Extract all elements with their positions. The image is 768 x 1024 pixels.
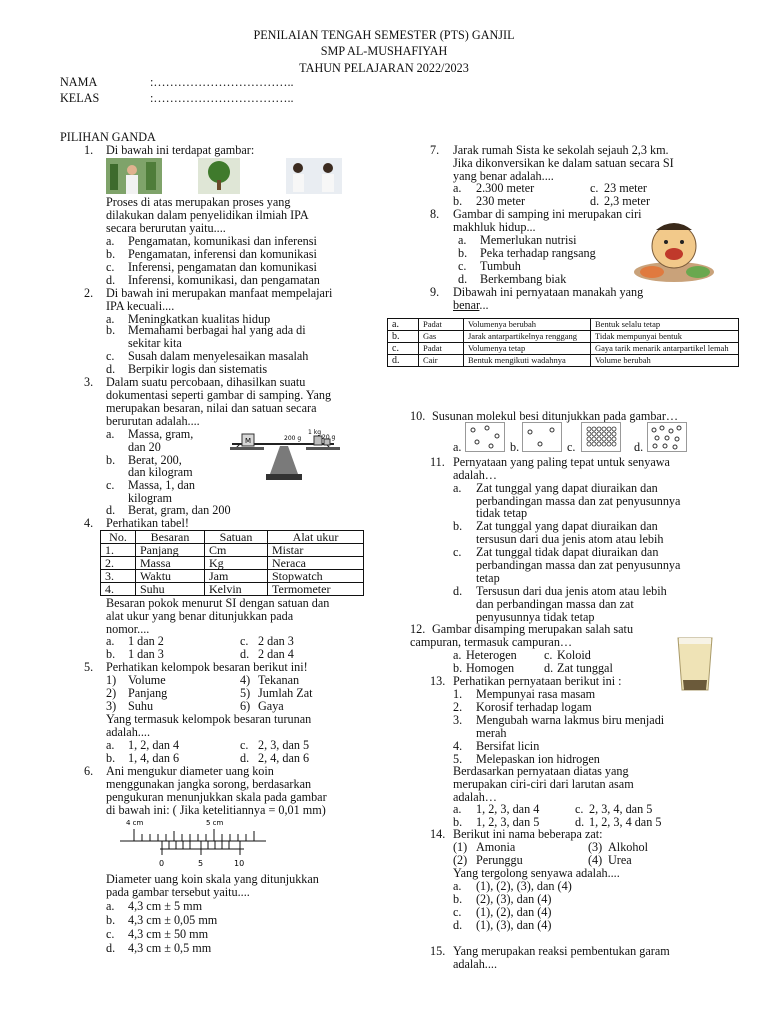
q14-item: Alkohol xyxy=(608,840,648,854)
q10-option-a-letter[interactable]: a. xyxy=(453,440,462,454)
cell: Jam xyxy=(205,570,268,583)
q2-option-a-letter: a. xyxy=(106,312,115,326)
q5-option-d-letter: d. xyxy=(240,751,250,765)
weight-200g-label: 200 g xyxy=(284,435,302,442)
q3-option-d[interactable]: Berat, gram, dan 200 xyxy=(128,503,231,517)
q4-stem: Perhatikan tabel! xyxy=(106,516,189,530)
q12-stem-1: Gambar disamping merupakan salah satu xyxy=(432,622,634,636)
q11-option-a[interactable]: Zat tunggal yang dapat diuraikan dan xyxy=(476,481,658,495)
nama-field[interactable]: :…………………………….. xyxy=(150,75,294,89)
q13-text-2: merupakan ciri-ciri dari larutan asam xyxy=(453,777,634,791)
q6-option-d-letter: d. xyxy=(106,941,116,955)
cell: Massa xyxy=(136,557,205,570)
cell: Bentuk mengikuti wadahnya xyxy=(464,355,591,367)
q12-option-d[interactable]: Zat tunggal xyxy=(557,661,613,675)
q13-item: Mengubah warna lakmus biru menjadi xyxy=(476,713,665,727)
cell: Termometer xyxy=(268,583,364,596)
table-row xyxy=(101,544,364,557)
q10-option-c-letter[interactable]: c. xyxy=(567,440,576,454)
q14-item-num: (3) xyxy=(588,840,603,854)
q8-option-c[interactable]: Tumbuh xyxy=(480,259,521,273)
scale-label-5cm: 5 cm xyxy=(206,819,224,827)
cell: Cair xyxy=(419,355,464,367)
q5-item-num: 4) xyxy=(240,673,251,687)
q2-option-a[interactable]: Meningkatkan kualitas hidup xyxy=(128,312,271,326)
q12-option-b-letter: b. xyxy=(453,661,463,675)
q3-option-c-cont: kilogram xyxy=(128,491,173,505)
cell: 3. xyxy=(101,570,136,583)
q14-option-c[interactable]: (1), (2), dan (4) xyxy=(476,905,552,919)
q1-option-c-letter: c. xyxy=(106,260,115,274)
q6-stem-1: Ani mengukur diameter uang koin xyxy=(106,764,274,778)
q11-option-a-cont: perbandingan massa dan zat penyusunnya xyxy=(476,494,681,508)
cell: Kelvin xyxy=(205,583,268,596)
q3-option-c[interactable]: Massa, 1, dan xyxy=(128,478,196,492)
balance-scale-figure xyxy=(222,426,342,490)
q14-text: Yang tergolong senyawa adalah.... xyxy=(453,866,620,880)
molecule-arrangement-d xyxy=(647,422,687,452)
q13-item-cont: merah xyxy=(476,726,507,740)
header-line-3: TAHUN PELAJARAN 2022/2023 xyxy=(299,61,469,75)
cell: Volumenya berubah xyxy=(464,319,591,331)
weight-1kg-label: 1 kg xyxy=(308,429,322,436)
q6-text-2: pada gambar tersebut yaitu.... xyxy=(106,885,250,899)
q14-number: 14. xyxy=(430,827,446,841)
q4-table xyxy=(100,530,364,596)
q1-option-c[interactable]: Inferensi, pengamatan dan komunikasi xyxy=(128,260,317,274)
q7-number: 7. xyxy=(430,143,440,157)
q13-item-num: 3. xyxy=(453,713,463,727)
q4-option-a[interactable]: 1 dan 2 xyxy=(128,634,164,648)
q9-option-c-cell[interactable]: c. xyxy=(388,343,419,355)
q13-option-a-letter: a. xyxy=(453,802,462,816)
q2-option-b[interactable]: Memahami berbagai hal yang ada di xyxy=(128,323,306,337)
q5-option-b-letter: b. xyxy=(106,751,116,765)
q8-option-b-letter: b. xyxy=(458,246,468,260)
q10-number: 10. xyxy=(410,409,426,423)
q4-text-2: alat ukur yang benar ditunjukkan pada xyxy=(106,609,294,623)
q11-option-c-letter: c. xyxy=(453,545,462,559)
vernier-label-10: 10 xyxy=(234,859,245,868)
q11-number: 11. xyxy=(430,455,445,469)
q8-number: 8. xyxy=(430,207,440,221)
q5-option-d[interactable]: 2, 4, dan 6 xyxy=(258,751,310,765)
cell: Gas xyxy=(419,331,464,343)
cell: Stopwatch xyxy=(268,570,364,583)
table-row xyxy=(388,343,739,355)
glass-mixture-figure xyxy=(674,634,716,692)
q13-option-a[interactable]: 1, 2, 3, dan 4 xyxy=(476,802,540,816)
q2-option-d[interactable]: Berpikir logis dan sistematis xyxy=(128,362,268,376)
q8-option-a-letter: a. xyxy=(458,233,467,247)
q2-option-b-cont: sekitar kita xyxy=(128,336,182,350)
q1-process-figure xyxy=(106,156,346,196)
table-row xyxy=(388,319,739,331)
eating-person-figure xyxy=(632,216,716,284)
cell: Padat xyxy=(419,319,464,331)
q11-option-d-cont: dan perbandingan massa dan zat xyxy=(476,597,634,611)
q6-option-d[interactable]: 4,3 cm ± 0,5 mm xyxy=(128,941,212,955)
header-line-1: PENILAIAN TENGAH SEMESTER (PTS) GANJIL xyxy=(253,28,515,42)
q4-text-1: Besaran pokok menurut SI dengan satuan dan xyxy=(106,596,330,610)
q11-option-d[interactable]: Tersusun dari dua jenis atom atau lebih xyxy=(476,584,667,598)
q5-item: Volume xyxy=(128,673,166,687)
q7-option-a-letter: a. xyxy=(453,181,462,195)
q14-item-num: (1) xyxy=(453,840,468,854)
molecule-arrangement-b xyxy=(522,422,562,452)
table-row xyxy=(388,331,739,343)
vernier-label-0: 0 xyxy=(159,859,165,868)
q6-text-1: Diameter uang koin skala yang ditunjukkan xyxy=(106,872,319,886)
q11-option-b[interactable]: Zat tunggal yang dapat diuraikan dan xyxy=(476,519,658,533)
q3-stem-4: berurutan adalah.... xyxy=(106,414,200,428)
q14-item-num: (2) xyxy=(453,853,468,867)
q6-number: 6. xyxy=(84,764,94,778)
q12-option-d-letter: d. xyxy=(544,661,554,675)
kelas-label: KELAS xyxy=(60,91,100,105)
q7-stem-1: Jarak rumah Sista ke sekolah sejauh 2,3 km. xyxy=(453,143,669,157)
q15-number: 15. xyxy=(430,944,446,958)
q13-item-num: 1. xyxy=(453,687,463,701)
q7-option-d-letter: d. xyxy=(590,194,600,208)
q13-item: Mempunyai rasa masam xyxy=(476,687,596,701)
cell: Kg xyxy=(205,557,268,570)
q11-stem-2: adalah… xyxy=(453,468,497,482)
table-row xyxy=(101,557,364,570)
q12-option-c-letter: c. xyxy=(544,648,553,662)
q1-text-1: Proses di atas merupakan proses yang xyxy=(106,195,291,209)
q7-option-c[interactable]: 23 meter xyxy=(604,181,647,195)
main-scale-ticks xyxy=(134,829,254,841)
q14-option-a[interactable]: (1), (2), (3), dan (4) xyxy=(476,879,572,893)
q3-stem-1: Dalam suatu percobaan, dihasilkan suatu xyxy=(106,375,306,389)
weight-20g-label: 20 g xyxy=(322,434,336,441)
q13-option-d[interactable]: 1, 2, 3, 4 dan 5 xyxy=(589,815,662,829)
q14-option-d[interactable]: (1), (3), dan (4) xyxy=(476,918,552,932)
q11-option-c[interactable]: Zat tunggal tidak dapat diuraikan dan xyxy=(476,545,659,559)
q13-option-b-letter: b. xyxy=(453,815,463,829)
cell: Mistar xyxy=(268,544,364,557)
q5-option-b[interactable]: 1, 4, dan 6 xyxy=(128,751,180,765)
q8-option-c-letter: c. xyxy=(458,259,467,273)
q14-option-b[interactable]: (2), (3), dan (4) xyxy=(476,892,552,906)
col-header: No. xyxy=(101,531,136,544)
q3-option-d-letter: d. xyxy=(106,503,116,517)
header-line-2: SMP AL-MUSHAFIYAH xyxy=(320,44,448,58)
q2-number: 2. xyxy=(84,286,94,300)
cell: Gaya tarik menarik antarpartikel lemah xyxy=(591,343,739,355)
q6-stem-4: di bawah ini: ( Jika ketelitiannya = 0,01 mm) xyxy=(106,803,326,817)
cell: Tidak mempunyai bentuk xyxy=(591,331,739,343)
q5-item-num: 1) xyxy=(106,673,117,687)
q1-stem: Di bawah ini terdapat gambar: xyxy=(106,143,255,157)
cell: 4. xyxy=(101,583,136,596)
q13-item: Melepaskan ion hidrogen xyxy=(476,752,600,766)
q6-option-a-letter: a. xyxy=(106,899,115,913)
q2-option-c[interactable]: Susah dalam menyelesaikan masalah xyxy=(128,349,309,363)
q10-stem: Susunan molekul besi ditunjukkan pada gambar… xyxy=(432,409,679,423)
q14-item-num: (4) xyxy=(588,853,603,867)
cell: 1. xyxy=(101,544,136,557)
q4-option-c[interactable]: 2 dan 3 xyxy=(258,634,294,648)
q12-option-b[interactable]: Homogen xyxy=(466,661,515,675)
q8-stem-1: Gambar di samping ini merupakan ciri xyxy=(453,207,642,221)
vernier-scale-ticks xyxy=(162,841,240,855)
q11-stem-1: Pernyataan yang paling tepat untuk senyawa xyxy=(453,455,670,469)
section-title: PILIHAN GANDA xyxy=(60,130,156,144)
q3-option-a-cont: dan 20 xyxy=(128,440,161,454)
q6-option-b[interactable]: 4,3 cm ± 0,05 mm xyxy=(128,913,218,927)
q7-option-b-letter: b. xyxy=(453,194,463,208)
q5-option-a[interactable]: 1, 2, dan 4 xyxy=(128,738,180,752)
q5-number: 5. xyxy=(84,660,94,674)
q15-stem-1: Yang merupakan reaksi pembentukan garam xyxy=(453,944,670,958)
q3-stem-2: dokumentasi seperti gambar di samping. Yang xyxy=(106,388,332,402)
table-row xyxy=(101,570,364,583)
q6-option-c-letter: c. xyxy=(106,927,115,941)
q11-option-b-cont: tersusun dari dua jenis atom atau lebih xyxy=(476,532,664,546)
q4-option-b[interactable]: 1 dan 3 xyxy=(128,647,164,661)
q9-option-a-cell[interactable]: a. xyxy=(388,319,419,331)
q5-option-c-letter: c. xyxy=(240,738,249,752)
q5-item-num: 2) xyxy=(106,686,117,700)
q5-item: Jumlah Zat xyxy=(258,686,313,700)
q9-stem-1: Dibawah ini pernyataan manakah yang xyxy=(453,285,644,299)
q12-number: 12. xyxy=(410,622,426,636)
q7-option-c-letter: c. xyxy=(590,181,599,195)
q6-option-b-letter: b. xyxy=(106,913,116,927)
q4-option-a-letter: a. xyxy=(106,634,115,648)
q3-stem-3: merupakan besaran, nilai dan satuan secara xyxy=(106,401,317,415)
q3-option-a[interactable]: Massa, gram, xyxy=(128,427,194,441)
q1-text-2: dilakukan dalam penyelidikan ilmiah IPA xyxy=(106,208,309,222)
table-header-row xyxy=(101,531,364,544)
cell: Volumenya tetap xyxy=(464,343,591,355)
cell: Padat xyxy=(419,343,464,355)
q2-stem-2: IPA kecuali.... xyxy=(106,299,175,313)
molecule-arrangement-a xyxy=(465,422,505,452)
q5-item-num: 6) xyxy=(240,699,251,713)
q4-option-b-letter: b. xyxy=(106,647,116,661)
q3-option-b-letter: b. xyxy=(106,453,116,467)
q12-option-a[interactable]: Heterogen xyxy=(466,648,517,662)
q11-option-c-cont: perbandingan massa dan zat penyusunnya xyxy=(476,558,681,572)
q5-item-num: 3) xyxy=(106,699,117,713)
cell: Cm xyxy=(205,544,268,557)
cell: Panjang xyxy=(136,544,205,557)
q3-option-b-cont: dan kilogram xyxy=(128,465,193,479)
q14-item: Perunggu xyxy=(476,853,523,867)
q2-option-b-letter: b. xyxy=(106,323,116,337)
q1-option-b-letter: b. xyxy=(106,247,116,261)
q1-option-a-letter: a. xyxy=(106,234,115,248)
cell: Jarak antarpartikelnya renggang xyxy=(464,331,591,343)
q5-stem: Perhatikan kelompok besaran berikut ini! xyxy=(106,660,308,674)
q5-item: Tekanan xyxy=(258,673,300,687)
q11-option-c-cont: tetap xyxy=(476,571,500,585)
q14-stem: Berikut ini nama beberapa zat: xyxy=(453,827,603,841)
q14-option-d-letter: d. xyxy=(453,918,463,932)
q4-number: 4. xyxy=(84,516,94,530)
caliper-scale-figure xyxy=(110,815,270,871)
q8-option-a[interactable]: Memerlukan nutrisi xyxy=(480,233,577,247)
q2-option-d-letter: d. xyxy=(106,362,116,376)
q14-item: Amonia xyxy=(476,840,516,854)
q13-option-c-letter: c. xyxy=(575,802,584,816)
table-row xyxy=(388,355,739,367)
cell: Suhu xyxy=(136,583,205,596)
q5-option-a-letter: a. xyxy=(106,738,115,752)
q9-option-d-cell[interactable]: d. xyxy=(388,355,419,367)
q6-option-c[interactable]: 4,3 cm ± 50 mm xyxy=(128,927,209,941)
q7-option-a[interactable]: 2.300 meter xyxy=(476,181,535,195)
q10-option-b-letter[interactable]: b. xyxy=(510,440,520,454)
cell: Waktu xyxy=(136,570,205,583)
q8-option-d-letter: d. xyxy=(458,272,468,286)
q3-number: 3. xyxy=(84,375,94,389)
q6-option-a[interactable]: 4,3 cm ± 5 mm xyxy=(128,899,203,913)
q13-option-d-letter: d. xyxy=(575,815,585,829)
q7-stem-2: Jika dikonversikan ke dalam satuan secara SI xyxy=(453,156,674,170)
q13-option-b[interactable]: 1, 2, 3, dan 5 xyxy=(476,815,540,829)
nama-label: NAMA xyxy=(60,75,98,89)
q1-option-d-letter: d. xyxy=(106,273,116,287)
q13-stem: Perhatikan pernyataan berikut ini : xyxy=(453,674,622,688)
vernier-label-5: 5 xyxy=(198,859,204,868)
q5-item: Suhu xyxy=(128,699,154,713)
q1-option-d[interactable]: Inferensi, komunikasi, dan pengamatan xyxy=(128,273,320,287)
q5-item-num: 5) xyxy=(240,686,251,700)
q1-option-a[interactable]: Pengamatan, komunikasi dan inferensi xyxy=(128,234,317,248)
q11-option-d-letter: d. xyxy=(453,584,463,598)
q7-option-d[interactable]: 2,3 meter xyxy=(604,194,651,208)
q9-table xyxy=(387,318,739,367)
q7-stem-3: yang benar adalah.... xyxy=(453,169,554,183)
kelas-field[interactable]: :…………………………….. xyxy=(150,91,294,105)
q9-option-b-cell[interactable]: b. xyxy=(388,331,419,343)
q4-option-c-letter: c. xyxy=(240,634,249,648)
q14-option-b-letter: b. xyxy=(453,892,463,906)
q13-text-3: adalah… xyxy=(453,790,497,804)
q8-stem-2: makhluk hidup... xyxy=(453,220,536,234)
q13-option-c[interactable]: 2, 3, 4, dan 5 xyxy=(589,802,653,816)
col-header: Satuan xyxy=(205,531,268,544)
q4-option-d-letter: d. xyxy=(240,647,250,661)
q3-option-c-letter: c. xyxy=(106,478,115,492)
q2-stem-1: Di bawah ini merupakan manfaat mempelajari xyxy=(106,286,333,300)
q5-option-c[interactable]: 2, 3, dan 5 xyxy=(258,738,310,752)
q14-item: Urea xyxy=(608,853,632,867)
q4-option-d[interactable]: 2 dan 4 xyxy=(258,647,294,661)
q8-option-d[interactable]: Berkembang biak xyxy=(480,272,567,286)
cell: Bentuk selalu tetap xyxy=(591,319,739,331)
mass-label: M xyxy=(244,437,252,445)
molecule-arrangement-c xyxy=(581,422,621,452)
q1-text-3: secara berurutan yaitu.... xyxy=(106,221,226,235)
q11-option-a-cont: tidak tetap xyxy=(476,506,528,520)
q14-option-c-letter: c. xyxy=(453,905,462,919)
q5-item: Panjang xyxy=(128,686,168,700)
table-row xyxy=(101,583,364,596)
q13-number: 13. xyxy=(430,674,446,688)
q14-option-a-letter: a. xyxy=(453,879,462,893)
q2-option-c-letter: c. xyxy=(106,349,115,363)
q6-stem-3: pengukuran menunjukkan skala pada gambar xyxy=(106,790,327,804)
q12-stem-2: campuran, termasuk campuran… xyxy=(410,635,573,649)
scale-label-4cm: 4 cm xyxy=(126,819,144,827)
cell: Neraca xyxy=(268,557,364,570)
cell: 2. xyxy=(101,557,136,570)
q15-stem-2: adalah.... xyxy=(453,957,497,971)
q9-number: 9. xyxy=(430,285,440,299)
q11-option-a-letter: a. xyxy=(453,481,462,495)
q11-option-b-letter: b. xyxy=(453,519,463,533)
q11-option-d-cont: penyusunnya tidak tetap xyxy=(476,610,595,624)
q4-text-3: nomor.... xyxy=(106,622,150,636)
q6-stem-2: menggunakan jangka sorong, berdasarkan xyxy=(106,777,312,791)
q10-option-d-letter[interactable]: d. xyxy=(634,440,644,454)
q5-text-2: adalah.... xyxy=(106,725,150,739)
q13-text-1: Berdasarkan pernyataan diatas yang xyxy=(453,764,629,778)
q5-item: Gaya xyxy=(258,699,284,713)
q12-option-a-letter: a. xyxy=(453,648,462,662)
q3-option-a-letter: a. xyxy=(106,427,115,441)
q3-option-b[interactable]: Berat, 200, xyxy=(128,453,182,467)
col-header: Alat ukur xyxy=(268,531,364,544)
q7-option-b[interactable]: 230 meter xyxy=(476,194,526,208)
col-header: Besaran xyxy=(136,531,205,544)
q1-option-b[interactable]: Pengamatan, inferensi dan komunikasi xyxy=(128,247,317,261)
q5-text-1: Yang termasuk kelompok besaran turunan xyxy=(106,712,312,726)
q9-stem-2: benar... xyxy=(453,298,489,312)
q1-number: 1. xyxy=(84,143,94,157)
q13-item-num: 5. xyxy=(453,752,463,766)
q13-item-num: 2. xyxy=(453,700,463,714)
q8-option-b[interactable]: Peka terhadap rangsang xyxy=(480,246,596,260)
q13-item: Korosif terhadap logam xyxy=(476,700,592,714)
cell: Volume berubah xyxy=(591,355,739,367)
q13-item-num: 4. xyxy=(453,739,463,753)
q13-item: Bersifat licin xyxy=(476,739,540,753)
q12-option-c[interactable]: Koloid xyxy=(557,648,591,662)
